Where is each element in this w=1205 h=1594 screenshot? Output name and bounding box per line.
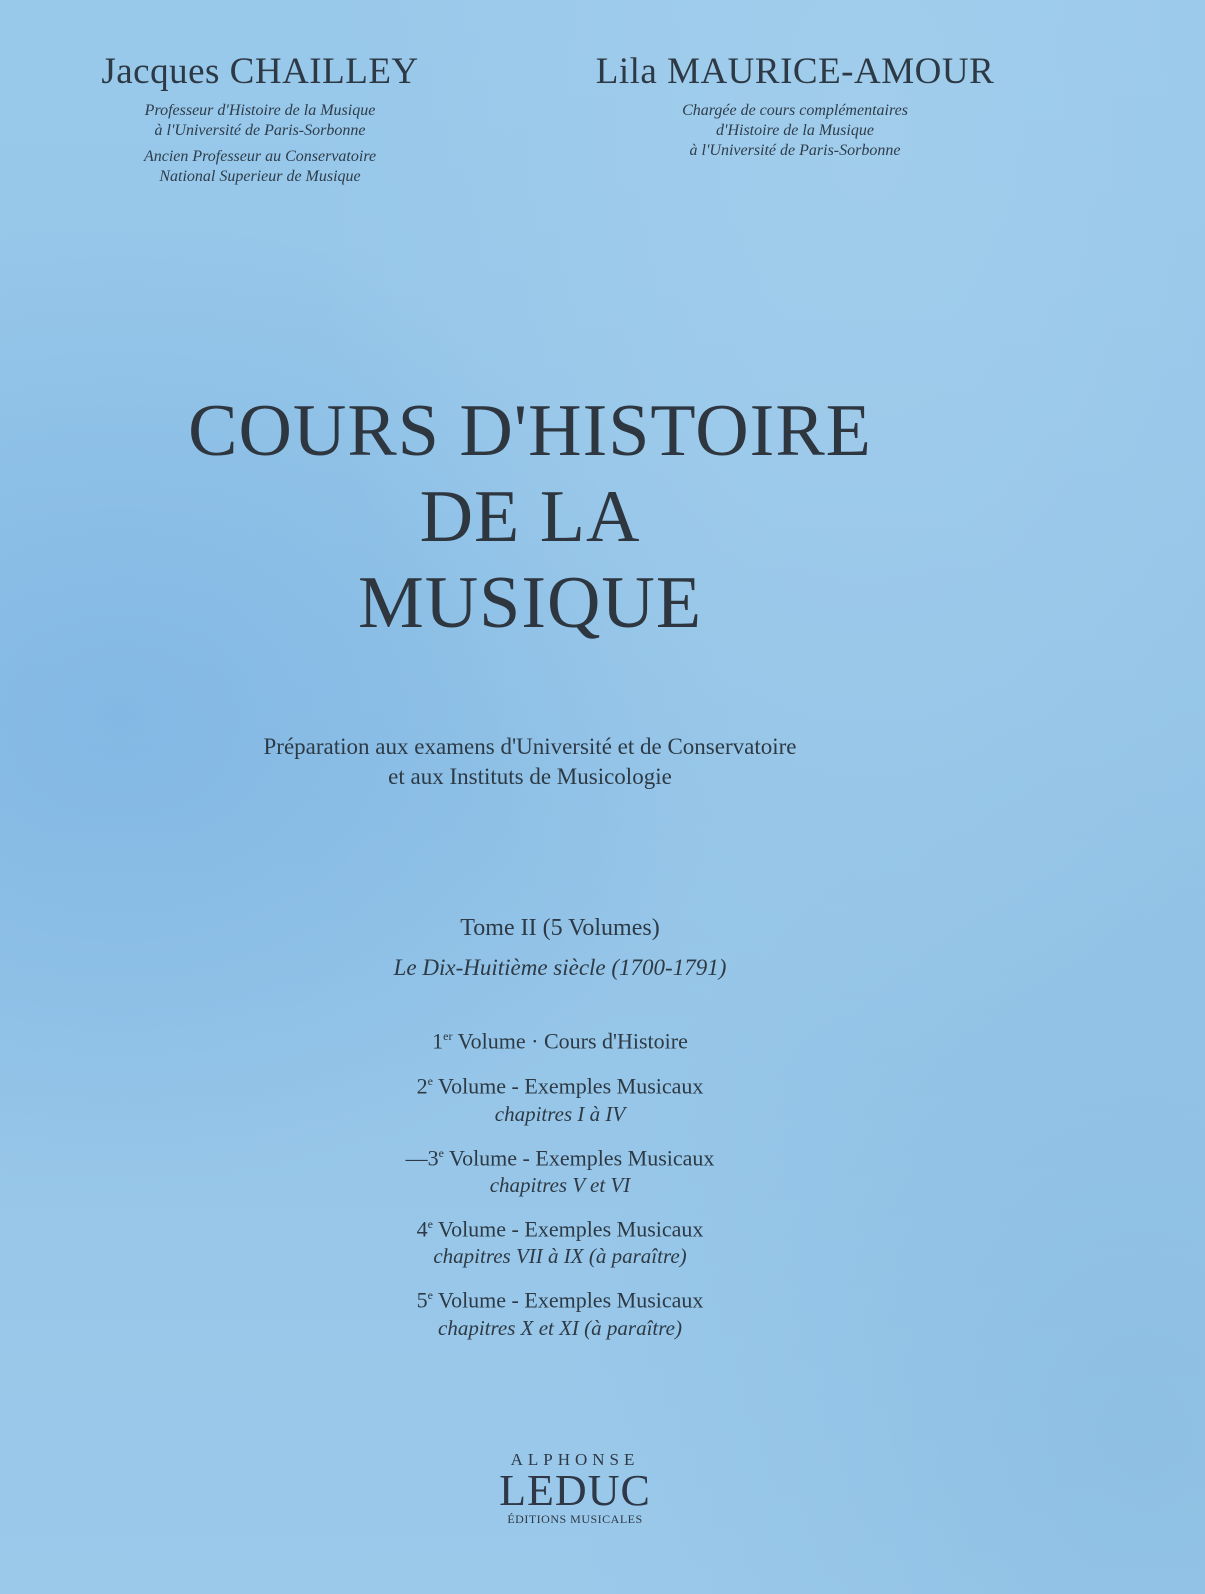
volume-list bbox=[0, 1022, 1120, 1353]
volume-title bbox=[0, 1210, 1120, 1243]
author-role-line: Chargée de cours complémentaires bbox=[682, 102, 908, 119]
author-name: Lila MAURICE-AMOUR bbox=[595, 51, 995, 92]
volume-title bbox=[0, 1139, 1120, 1172]
volume-number: —3 bbox=[405, 1144, 439, 1170]
volume-item bbox=[0, 1210, 1120, 1269]
author-role bbox=[60, 101, 460, 141]
author-role-line: Professeur d'Histoire de la Musique bbox=[144, 102, 376, 119]
publisher-subtitle: ÉDITIONS MUSICALES bbox=[507, 1512, 643, 1526]
volume-number: 4 bbox=[416, 1216, 428, 1242]
book-subtitle bbox=[0, 732, 1060, 792]
author-chailley bbox=[60, 50, 460, 187]
volume-ordinal: e bbox=[427, 1216, 433, 1231]
volume-title bbox=[0, 1022, 1120, 1055]
volume-label: Volume - Exemples Musicaux bbox=[438, 1287, 704, 1313]
volume-item bbox=[0, 1022, 1120, 1055]
volume-number: 1 bbox=[432, 1028, 444, 1054]
era-label: Le Dix-Huitième siècle (1700-1791) bbox=[393, 955, 727, 980]
volume-ordinal: e bbox=[427, 1288, 433, 1303]
volume-label: Volume - Exemples Musicaux bbox=[438, 1216, 704, 1242]
author-maurice-amour bbox=[555, 50, 1035, 161]
volume-label: Volume - Exemples Musicaux bbox=[438, 1073, 704, 1099]
volume-ordinal: e bbox=[427, 1074, 433, 1089]
publisher-name: LEDUC bbox=[499, 1466, 651, 1515]
volume-chapters: chapitres X et XI (à paraître) bbox=[438, 1315, 682, 1340]
author-name: Jacques CHAILLEY bbox=[101, 51, 419, 92]
author-role-line: à l'Université de Paris-Sorbonne bbox=[154, 122, 366, 139]
volume-ordinal: er bbox=[443, 1029, 453, 1043]
volume-number: 2 bbox=[416, 1073, 428, 1099]
author-role-line: National Superieur de Musique bbox=[159, 168, 361, 185]
title-line: MUSIQUE bbox=[357, 562, 703, 644]
publisher-first-name: ALPHONSE bbox=[510, 1450, 640, 1469]
publisher-logo bbox=[470, 1450, 680, 1527]
volume-number: 5 bbox=[416, 1287, 428, 1313]
tome-label: Tome II (5 Volumes) bbox=[460, 915, 660, 941]
author-role-line: à l'Université de Paris-Sorbonne bbox=[689, 142, 901, 159]
title-line: DE LA bbox=[419, 476, 641, 558]
author-role bbox=[555, 101, 1035, 161]
volume-chapters: chapitres VII à IX (à paraître) bbox=[433, 1244, 687, 1269]
book-title bbox=[0, 388, 1060, 646]
volume-ordinal: e bbox=[438, 1145, 444, 1160]
volume-title bbox=[0, 1281, 1120, 1314]
volume-label: Volume - Exemples Musicaux bbox=[449, 1144, 715, 1170]
volume-item bbox=[0, 1139, 1120, 1198]
subtitle-line: et aux Instituts de Musicologie bbox=[388, 764, 672, 789]
subtitle-line: Préparation aux examens d'Université et de Conservatoire bbox=[263, 734, 797, 759]
volume-label: Volume · Cours d'Histoire bbox=[457, 1028, 688, 1054]
volume-chapters: chapitres I à IV bbox=[494, 1101, 626, 1126]
author-role bbox=[60, 147, 460, 187]
author-role-line: Ancien Professeur au Conservatoire bbox=[143, 148, 377, 165]
volume-item bbox=[0, 1281, 1120, 1340]
title-line: COURS D'HISTOIRE bbox=[188, 390, 872, 472]
author-role-line: d'Histoire de la Musique bbox=[716, 122, 874, 139]
volume-title bbox=[0, 1067, 1120, 1100]
volume-chapters: chapitres V et VI bbox=[489, 1172, 631, 1197]
volume-item bbox=[0, 1067, 1120, 1126]
